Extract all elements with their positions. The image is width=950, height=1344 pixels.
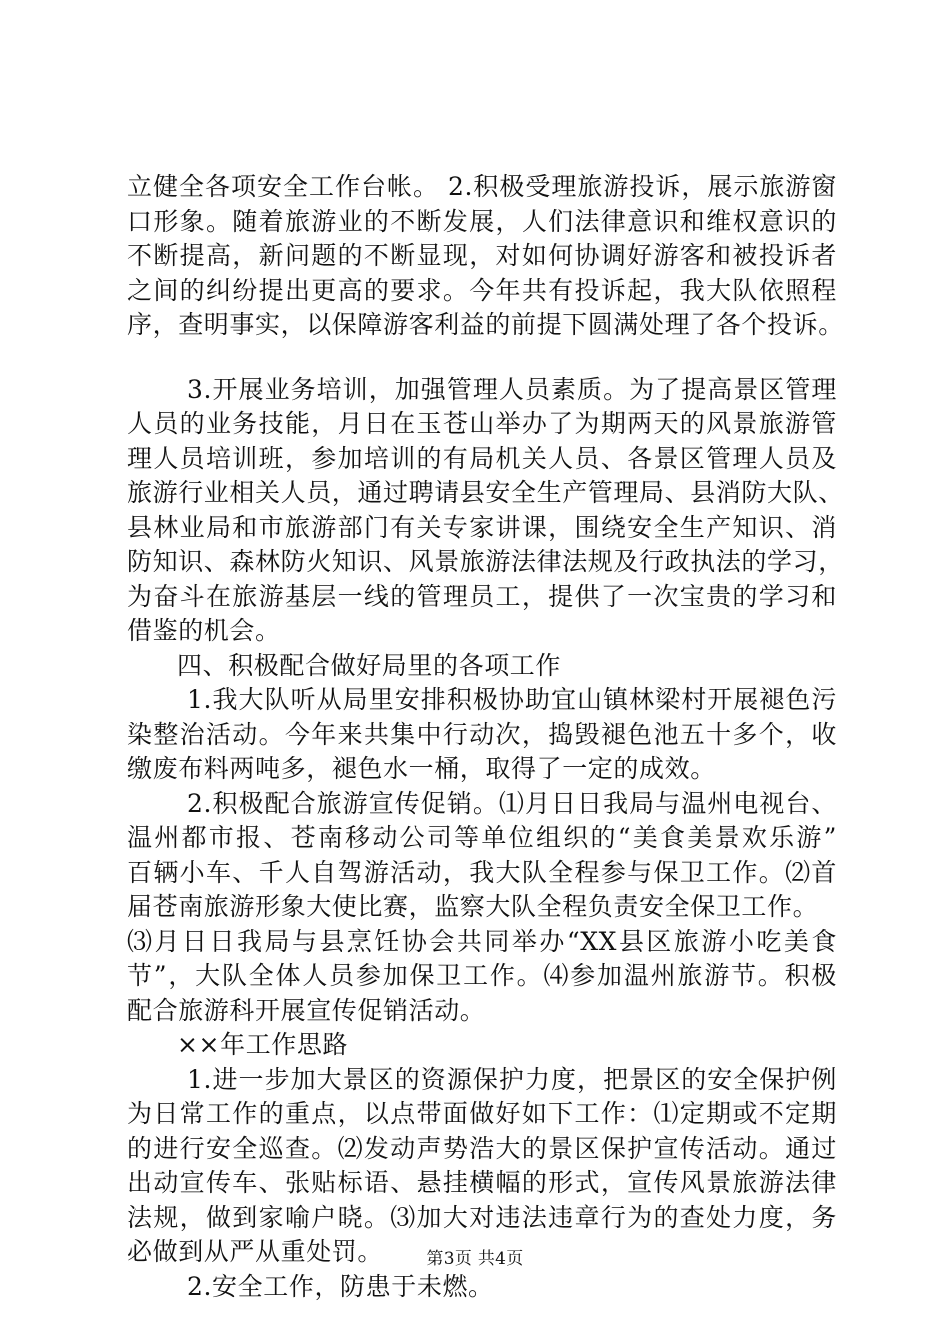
paragraph-gap	[127, 343, 837, 373]
text-line: 不断提高，新问题的不断显现，对如何协调好游客和被投诉者	[127, 241, 837, 270]
text-line: 县林业局和市旅游部门有关专家讲课，围绕安全生产知识、消	[127, 512, 837, 542]
text-line: 温州都市报、苍南移动公司等单位组织的“美食美景欢乐游”	[127, 823, 837, 852]
page-number-label: 第3页 共4页	[426, 1249, 524, 1269]
text-line: 为日常工作的重点，以点带面做好如下工作：⑴定期或不定期	[127, 1099, 837, 1128]
text-line: 2.积极配合旅游宣传促销。⑴月日日我局与温州电视台、	[187, 788, 837, 818]
text-line: 1.进一步加大景区的资源保护力度，把景区的安全保护例	[187, 1064, 837, 1094]
section-heading: 四、积极配合做好局里的各项工作	[177, 650, 562, 680]
text-line: 百辆小车、千人自驾游活动，我大队全程参与保卫工作。⑵首	[127, 857, 837, 887]
text-line: 旅游行业相关人员，通过聘请县安全生产管理局、县消防大队、	[127, 478, 844, 507]
text-line: 染整治活动。今年来共集中行动次，捣毁褪色池五十多个，收	[127, 719, 837, 749]
text-line: 法规，做到家喻户晓。⑶加大对违法违章行为的查处力度，务	[127, 1202, 837, 1232]
text-line: 借鉴的机会。	[127, 616, 281, 645]
page-footer	[0, 1244, 950, 1269]
document-body	[127, 170, 844, 1304]
text-line: 2.安全工作，防患于未燃。	[187, 1271, 494, 1301]
text-line: 届苍南旅游形象大使比赛，监察大队全程负责安全保卫工作。	[127, 892, 819, 921]
text-line: 立健全各项安全工作台帐。 2.积极受理旅游投诉，展示旅游窗	[127, 172, 837, 201]
text-line: 必做到从严从重处罚。	[127, 1237, 384, 1266]
text-line: 缴废布料两吨多，褪色水一桶，取得了一定的成效。	[127, 754, 716, 783]
text-line: 之间的纠纷提出更高的要求。今年共有投诉起，我大队依照程	[127, 275, 837, 305]
text-line: 序，查明事实，以保障游客利益的前提下圆满处理了各个投诉。	[127, 310, 844, 339]
text-line: 为奋斗在旅游基层一线的管理员工，提供了一次宝贵的学习和	[127, 581, 837, 611]
text-line: 的进行安全巡查。⑵发动声势浩大的景区保护宣传活动。通过	[127, 1133, 837, 1163]
text-line: 理人员培训班，参加培训的有局机关人员、各景区管理人员及	[127, 443, 837, 473]
paragraph-heading-line: 3.开展业务培训，加强管理人员素质。为了提高景区管理	[187, 374, 837, 404]
text-line: 1.我大队听从局里安排积极协助宜山镇林梁村开展褪色污	[187, 685, 837, 714]
text-line: 防知识、森林防火知识、风景旅游法律法规及行政执法的学习，	[127, 547, 844, 576]
text-line: 人员的业务技能，月日在玉苍山举办了为期两天的风景旅游管	[127, 409, 837, 438]
text-line: 出动宣传车、张贴标语、悬挂横幅的形式，宣传风景旅游法律	[127, 1168, 837, 1197]
section-heading: ××年工作思路	[177, 1030, 349, 1059]
text-line: 配合旅游科开展宣传促销活动。	[127, 995, 486, 1025]
text-line: 口形象。随着旅游业的不断发展，人们法律意识和维权意识的	[127, 206, 837, 236]
text-line: 节”，大队全体人员参加保卫工作。⑷参加温州旅游节。积极	[127, 961, 837, 990]
text-line: ⑶月日日我局与县烹饪协会共同举办“XX县区旅游小吃美食	[127, 926, 837, 956]
